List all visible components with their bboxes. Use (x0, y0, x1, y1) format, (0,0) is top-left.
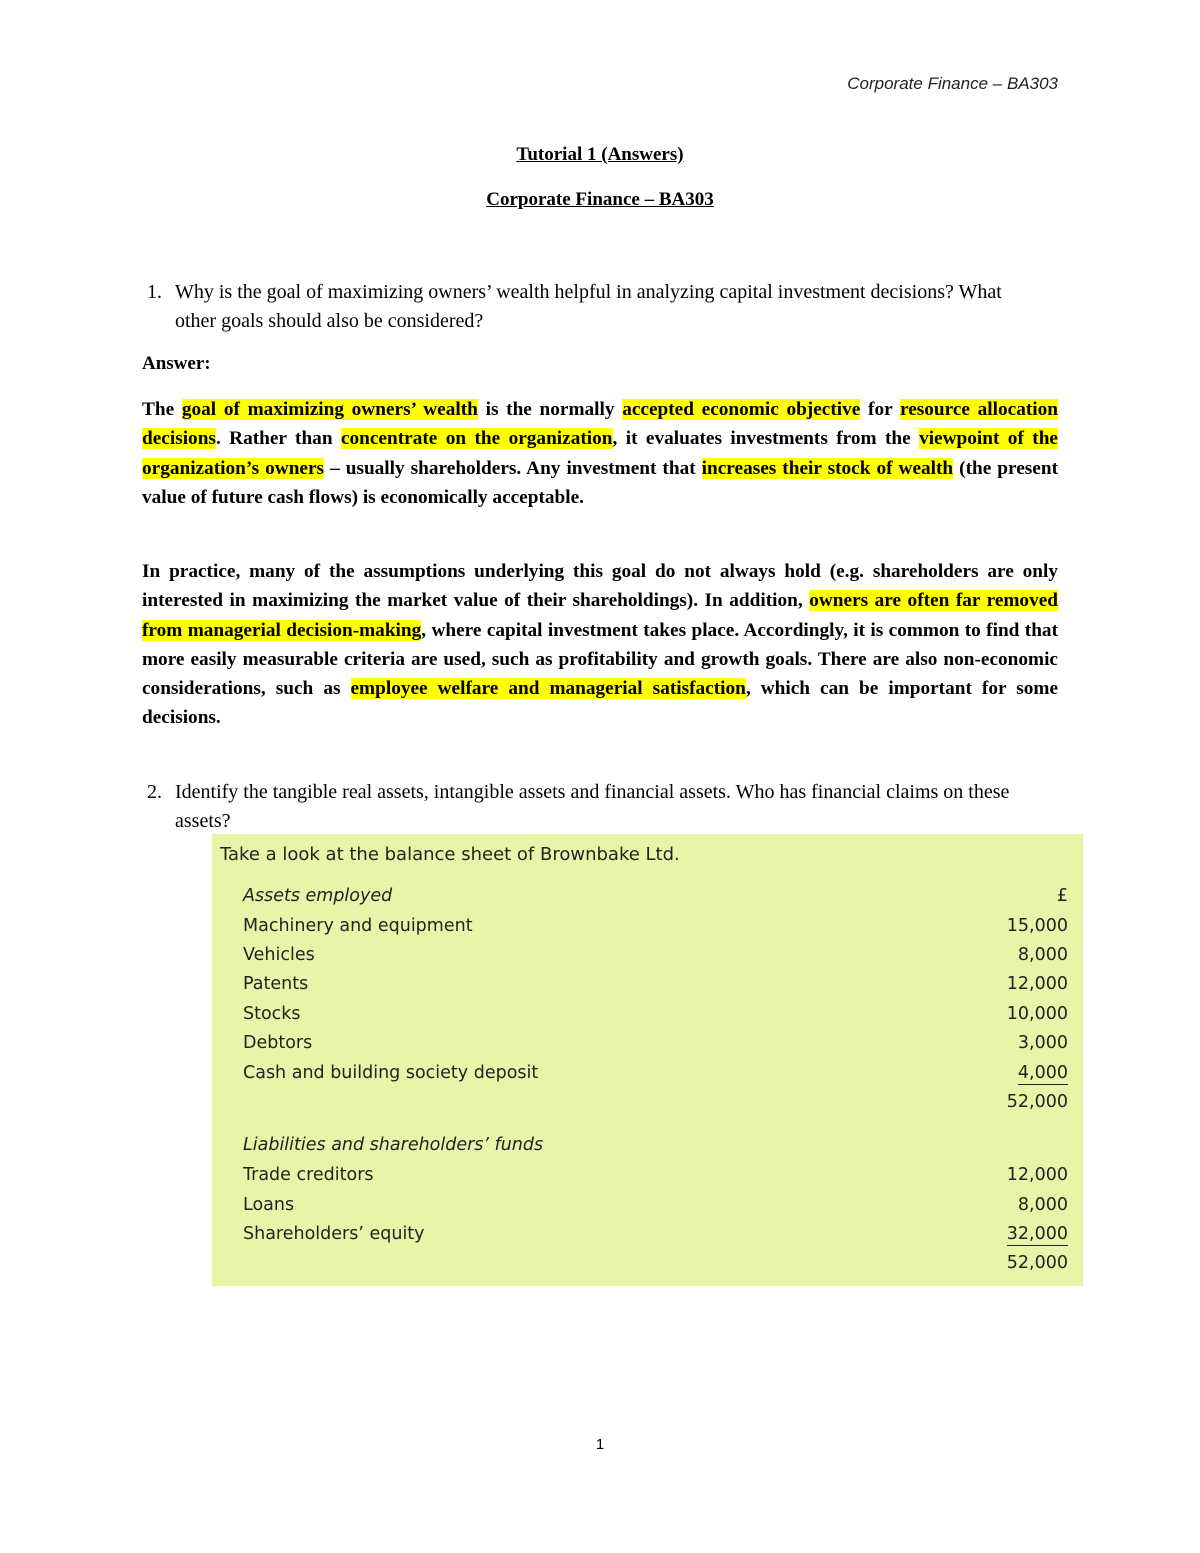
row-label: Stocks (243, 1004, 301, 1024)
answer-label: Answer: (142, 353, 211, 374)
highlighted-phrase: increases their stock of wealth (701, 457, 954, 479)
text-segment: – usually shareholders. Any investment that (324, 457, 702, 479)
highlighted-phrase: accepted economic objective (622, 399, 861, 420)
balance-sheet-row (243, 1195, 1068, 1221)
highlighted-phrase: goal of maximizing owners’ wealth (181, 399, 478, 420)
row-label: Machinery and equipment (243, 916, 473, 936)
row-value: 10,000 (1006, 1004, 1068, 1024)
row-value: 32,000 (1006, 1224, 1068, 1244)
highlighted-phrase: concentrate on the organization (340, 428, 613, 450)
question-text: Identify the tangible real assets, intangible assets and financial assets. Who has financial claims on these assets? (175, 781, 1010, 832)
balance-sheet-section-heading (243, 886, 1068, 912)
question-number: 2. (147, 781, 162, 803)
row-label: Cash and building society deposit (243, 1063, 539, 1083)
text-segment: . Rather than (215, 428, 341, 450)
row-label: Loans (243, 1195, 295, 1215)
balance-sheet-row (243, 916, 1068, 942)
balance-sheet-title: Take a look at the balance sheet of Brownbake Ltd. (220, 844, 680, 865)
text-segment: The (142, 399, 182, 420)
balance-sheet-row (243, 1004, 1068, 1030)
text-segment: is the normally (477, 399, 623, 420)
row-label: Debtors (243, 1033, 313, 1053)
text-segment: In practice, many of the assumptions underlying this goal do not always hold (e.g. shareholders are only interested in maximizing the market value of their shareholdings). In addition, (142, 561, 1058, 612)
running-header: Corporate Finance – BA303 (847, 74, 1058, 93)
row-value: 12,000 (1006, 1165, 1068, 1185)
row-label: Patents (243, 974, 309, 994)
balance-sheet-row (243, 1092, 1068, 1118)
balance-sheet-row (243, 974, 1068, 1000)
text-segment: for (860, 399, 900, 420)
question-number: 1. (147, 281, 162, 303)
row-value: 3,000 (1017, 1033, 1068, 1053)
answer-paragraph-1 (142, 395, 1058, 512)
row-value: £ (1056, 886, 1068, 906)
question-2 (147, 778, 1045, 836)
row-label: Shareholders’ equity (243, 1224, 425, 1244)
question-text: Why is the goal of maximizing owners’ wealth helpful in analyzing capital investment decisions? What other goals should also be considered? (175, 281, 1002, 332)
highlighted-phrase: viewpoint of the organization’s owners (142, 428, 1058, 479)
course-title: Corporate Finance – BA303 (486, 189, 714, 210)
row-value: 12,000 (1006, 974, 1068, 994)
tutorial-title: Tutorial 1 (Answers) (516, 144, 684, 165)
highlighted-phrase: owners are often far removed from managerial decision-making (142, 590, 1058, 641)
text-segment: , it evaluates investments from the (612, 428, 920, 450)
row-value: 8,000 (1017, 945, 1068, 965)
row-label: Liabilities and shareholders’ funds (243, 1135, 544, 1155)
row-label: Vehicles (243, 945, 315, 965)
row-value: 52,000 (1006, 1092, 1068, 1112)
text-segment: (the present value of future cash flows) is economically acceptable. (142, 457, 1059, 508)
row-value: 8,000 (1017, 1195, 1068, 1215)
row-value: 15,000 (1006, 916, 1068, 936)
balance-sheet-section-heading (243, 1135, 1068, 1161)
balance-sheet-row (243, 1224, 1068, 1250)
text-segment: , where capital investment takes place. Accordingly, it is common to find that more easily measurable criteria are used, such as profitability and growth goals. There are also non-economic considerations, such as (142, 619, 1058, 700)
row-value: 52,000 (1006, 1253, 1068, 1273)
answer-paragraph-2 (142, 557, 1058, 733)
balance-sheet-row (243, 1033, 1068, 1059)
question-1 (147, 278, 1045, 336)
row-value: 4,000 (1017, 1063, 1068, 1083)
balance-sheet-row (243, 1063, 1068, 1089)
balance-sheet-row (243, 945, 1068, 971)
text-segment: , which can be important for some decisions. (142, 678, 1058, 729)
row-label: Assets employed (243, 886, 393, 906)
balance-sheet-box (212, 834, 1083, 1286)
balance-sheet-row (243, 1253, 1068, 1279)
page-number: 1 (595, 1436, 605, 1453)
balance-sheet-row (243, 1165, 1068, 1191)
highlighted-phrase: resource allocation decisions (142, 399, 1058, 450)
row-label: Trade creditors (243, 1165, 374, 1185)
highlighted-phrase: employee welfare and managerial satisfaction (350, 678, 746, 700)
